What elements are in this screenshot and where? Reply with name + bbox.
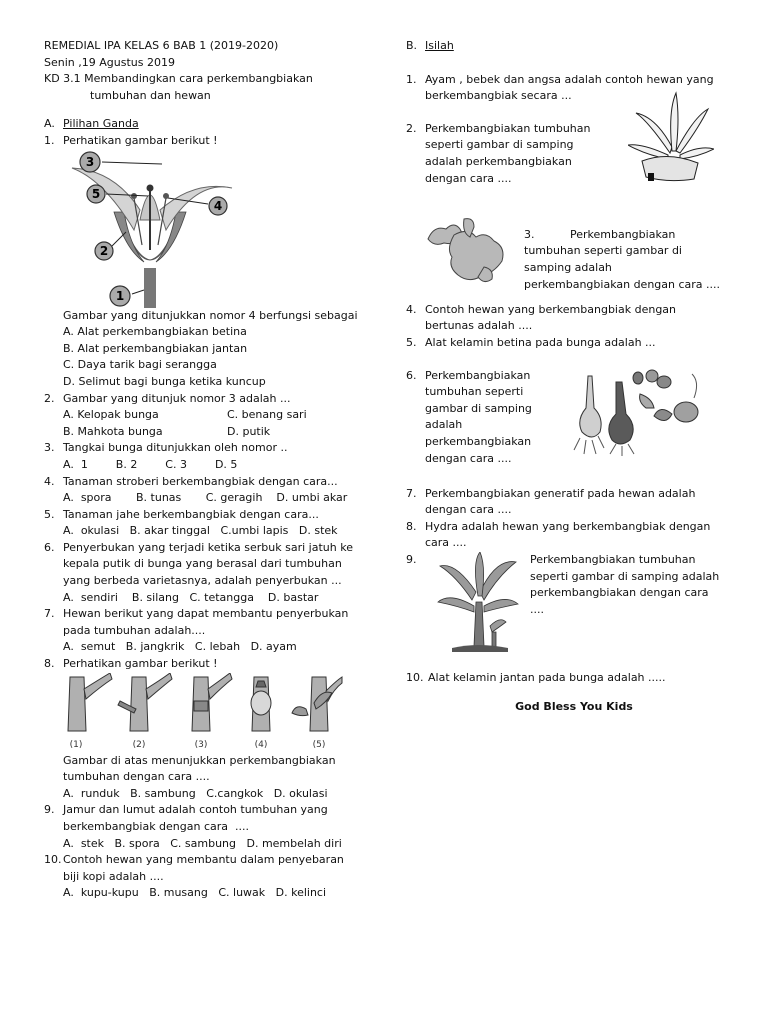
options-a2-row2 bbox=[44, 424, 374, 441]
options-a8: A. runduk B. sambung C.cangkok D. okulasi bbox=[63, 786, 328, 800]
option-a1-c: C. Daya tarik bagi serangga bbox=[63, 358, 217, 372]
question-a4: 4. Tanaman stroberi berkembangbiak dengan cara... bbox=[44, 474, 338, 488]
question-b9-line4: .... bbox=[530, 602, 544, 616]
option-a1-b: B. Alat perkembangbiakan jantan bbox=[63, 341, 248, 355]
question-a7-line2: pada tumbuhan adalah.... bbox=[63, 623, 206, 637]
question-b3-line4: perkembangbiakan dengan cara .... bbox=[524, 277, 721, 291]
question-b3-block bbox=[406, 227, 736, 291]
question-b6-line3: gambar di samping bbox=[425, 401, 532, 415]
ginger-rhizome-image bbox=[424, 217, 508, 287]
question-a8-line1: Gambar di atas menunjukkan perkembangbiakan bbox=[63, 753, 336, 767]
question-a9: 9. Jamur dan lumut adalah contoh tumbuhan yang bbox=[44, 803, 328, 817]
question-b7: 7. Perkembangbiakan generatif pada hewan adalah bbox=[406, 486, 696, 500]
question-a10: 10. Contoh hewan yang membantu dalam penyebaran bbox=[44, 853, 344, 867]
grafting-caption-1: (1) bbox=[69, 739, 83, 750]
option-a2-d: D. putik bbox=[227, 424, 271, 438]
flower-figure bbox=[44, 150, 374, 308]
question-b6-line2: tumbuhan seperti bbox=[425, 385, 524, 399]
question-b9-line3: perkembangbiakan dengan cara bbox=[530, 586, 709, 600]
leaf-plantlet-image bbox=[628, 91, 714, 183]
question-b4: 4. Contoh hewan yang berkembangbiak dengan bbox=[406, 302, 677, 316]
options-a9: A. stek B. spora C. sambung D. membelah diri bbox=[63, 836, 342, 850]
question-b3: 3. Perkembangbiakan bbox=[524, 227, 676, 241]
question-b9-line1: Perkembangbiakan tumbuhan bbox=[530, 552, 696, 566]
bulbs-image bbox=[568, 368, 708, 458]
section-b-title: Isilah bbox=[425, 39, 454, 52]
question-b3-line2: tumbuhan seperti gambar di bbox=[524, 244, 682, 258]
grafting-steps-illustration bbox=[44, 673, 344, 753]
question-b3-line3: samping adalah bbox=[524, 260, 612, 274]
question-a10-line2: biji kopi adalah .... bbox=[63, 869, 164, 883]
question-b4-line2: bertunas adalah .... bbox=[425, 319, 533, 333]
option-a1-a: A. Alat perkembangbiakan betina bbox=[63, 325, 247, 339]
question-b1: 1. Ayam , bebek dan angsa adalah contoh hewan yang bbox=[406, 72, 714, 86]
question-b2-block bbox=[406, 121, 736, 205]
options-a7: A. semut B. jangkrik C. lebah D. ayam bbox=[63, 640, 297, 654]
question-b8: 8. Hydra adalah hewan yang berkembangbiak dengan bbox=[406, 519, 711, 533]
grafting-caption-4: (4) bbox=[254, 739, 268, 750]
flower-label-5: 5 bbox=[91, 186, 101, 201]
options-a5: A. okulasi B. akar tinggal C.umbi lapis D. stek bbox=[63, 524, 338, 538]
option-a2-c: C. benang sari bbox=[227, 408, 307, 422]
question-a5: 5. Tanaman jahe berkembangbiak dengan cara... bbox=[44, 507, 319, 521]
options-a6: A. sendiri B. silang C. tetangga D. bastar bbox=[63, 590, 319, 604]
question-b8-line2: cara .... bbox=[425, 536, 467, 550]
banana-plant-image bbox=[436, 552, 520, 656]
question-b6-block bbox=[406, 368, 736, 470]
section-a-title: Pilihan Ganda bbox=[63, 117, 139, 131]
question-b2-line2: seperti gambar di samping bbox=[425, 138, 574, 152]
question-a6-line3: yang berbeda varietasnya, adalah penyerbukan ... bbox=[63, 574, 342, 588]
grafting-caption-2: (2) bbox=[132, 739, 146, 750]
flower-label-3: 3 bbox=[85, 154, 95, 169]
question-b6-line4: adalah bbox=[425, 418, 463, 432]
closing-message: God Bless You Kids bbox=[515, 699, 633, 713]
question-a1-stem: Gambar yang ditunjukkan nomor 4 berfungsi sebagai bbox=[63, 308, 358, 322]
question-b5: 5. Alat kelamin betina pada bunga adalah ... bbox=[406, 335, 656, 349]
question-a3: 3. Tangkai bunga ditunjukkan oleh nomor .. bbox=[44, 441, 288, 455]
question-b9-text bbox=[530, 552, 719, 618]
question-a8-line2: tumbuhan dengan cara .... bbox=[63, 770, 210, 784]
flower-label-4: 4 bbox=[213, 198, 223, 213]
flower-label-1: 1 bbox=[115, 288, 125, 303]
question-b6-line6: dengan cara .... bbox=[425, 451, 512, 465]
question-a1: 1. Perhatikan gambar berikut ! bbox=[44, 133, 218, 147]
question-b6-line5: perkembangbiakan bbox=[425, 434, 532, 448]
question-a8: 8. Perhatikan gambar berikut ! bbox=[44, 657, 218, 671]
grafting-figure bbox=[44, 673, 374, 753]
flower-label-2: 2 bbox=[99, 243, 109, 258]
option-a2-a: A. Kelopak bunga bbox=[63, 408, 159, 422]
question-b2: 2. Perkembangbiakan tumbuhan bbox=[406, 121, 591, 135]
flower-diagram bbox=[44, 150, 274, 308]
options-a2-row1 bbox=[44, 407, 374, 424]
question-a7: 7. Hewan berikut yang dapat membantu penyerbukan bbox=[44, 607, 349, 621]
question-b2-line3: adalah perkembangbiakan bbox=[425, 154, 572, 168]
section-b-heading: B. Isilah bbox=[406, 39, 454, 52]
question-b9-number: 9. bbox=[406, 552, 417, 566]
question-b6: 6. Perkembangbiakan bbox=[406, 368, 531, 382]
question-a6-line2: kepala putik di bunga yang berasal dari tumbuhan bbox=[63, 557, 342, 571]
question-a6: 6. Penyerbukan yang terjadi ketika serbuk sari jatuh ke bbox=[44, 540, 353, 554]
kd-line-2: tumbuhan dan hewan bbox=[90, 88, 211, 102]
question-a2: 2. Gambar yang ditunjuk nomor 3 adalah ... bbox=[44, 391, 291, 405]
left-column bbox=[44, 38, 374, 902]
worksheet-date: Senin ,19 Agustus 2019 bbox=[44, 55, 175, 69]
question-b10: 10. Alat kelamin jantan pada bunga adalah ..... bbox=[406, 670, 666, 684]
question-b7-line2: dengan cara .... bbox=[425, 503, 512, 517]
worksheet-title: REMEDIAL IPA KELAS 6 BAB 1 (2019-2020) bbox=[44, 39, 279, 52]
question-a9-line2: berkembangbiak dengan cara .... bbox=[63, 820, 250, 833]
grafting-caption-3: (3) bbox=[194, 739, 208, 750]
options-a4: A. spora B. tunas C. geragih D. umbi akar bbox=[63, 491, 348, 505]
option-a2-b: B. Mahkota bunga bbox=[63, 424, 163, 438]
section-a-heading: A. Pilihan Ganda bbox=[44, 117, 139, 131]
kd-line-1: KD 3.1 Membandingkan cara perkembangbiakan bbox=[44, 72, 313, 86]
grafting-caption-5: (5) bbox=[312, 739, 326, 750]
options-a10: A. kupu-kupu B. musang C. luwak D. kelinci bbox=[63, 886, 327, 900]
question-b9-block bbox=[406, 552, 736, 656]
right-column bbox=[406, 38, 736, 715]
option-a1-d: D. Selimut bagi bunga ketika kuncup bbox=[63, 374, 266, 388]
options-a3: A. 1 B. 2 C. 3 D. 5 bbox=[63, 457, 238, 471]
question-b2-line4: dengan cara .... bbox=[425, 171, 512, 185]
question-b1-line2: berkembangbiak secara ... bbox=[425, 89, 572, 103]
question-b9-line2: seperti gambar di samping adalah bbox=[530, 569, 720, 583]
